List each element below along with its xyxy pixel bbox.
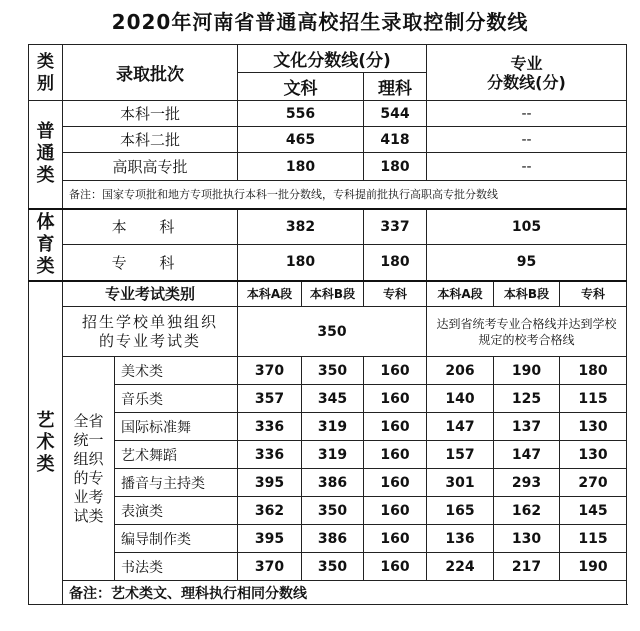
- art-row-7-v5: 130: [494, 525, 560, 553]
- art-row-8-v6: 190: [560, 553, 627, 581]
- art-col-3: 专科: [364, 281, 427, 307]
- regular-arts-3: 180: [238, 153, 364, 181]
- sports-major-2: 95: [427, 245, 627, 281]
- art-row-8-v4: 224: [427, 553, 494, 581]
- art-row-7-v1: 395: [238, 525, 302, 553]
- header-science: 理科: [364, 73, 427, 101]
- art-row-name-4: 艺术舞蹈: [115, 441, 238, 469]
- art-col-4: 本科A段: [427, 281, 494, 307]
- art-row-7-v4: 136: [427, 525, 494, 553]
- art-row-7-v3: 160: [364, 525, 427, 553]
- art-unified-label: 全省统一组织的专业考试类: [63, 357, 115, 581]
- sports-science-1: 337: [364, 209, 427, 245]
- regular-major-2: --: [427, 127, 627, 153]
- art-row-4-v2: 319: [302, 441, 364, 469]
- header-batch: 录取批次: [63, 45, 238, 101]
- regular-science-2: 418: [364, 127, 427, 153]
- art-row-2-v6: 115: [560, 385, 627, 413]
- art-row-6-v2: 350: [302, 497, 364, 525]
- art-row-6-v1: 362: [238, 497, 302, 525]
- art-row-1-v3: 160: [364, 357, 427, 385]
- art-row-7-v2: 386: [302, 525, 364, 553]
- art-row-5-v4: 301: [427, 469, 494, 497]
- regular-science-3: 180: [364, 153, 427, 181]
- regular-note: 备注：国家专项批和地方专项批执行本科一批分数线，专科提前批执行高职高专批分数线: [63, 181, 627, 209]
- regular-batch-1: 本科一批: [63, 101, 238, 127]
- art-row-3-v3: 160: [364, 413, 427, 441]
- art-row-3-v6: 130: [560, 413, 627, 441]
- header-major-label: 专业: [510, 53, 543, 73]
- art-row-name-6: 表演类: [115, 497, 238, 525]
- art-independent-score: 350: [238, 307, 427, 357]
- art-row-name-7: 编导制作类: [115, 525, 238, 553]
- header-major: [427, 45, 627, 101]
- art-row-5-v2: 386: [302, 469, 364, 497]
- art-row-1-v4: 206: [427, 357, 494, 385]
- art-row-1-v1: 370: [238, 357, 302, 385]
- page-title: 2020年河南省普通高校招生录取控制分数线: [111, 10, 529, 34]
- art-row-name-5: 播音与主持类: [115, 469, 238, 497]
- art-col-2: 本科B段: [302, 281, 364, 307]
- art-row-2-v2: 345: [302, 385, 364, 413]
- art-row-5-v5: 293: [494, 469, 560, 497]
- art-row-name-3: 国际标准舞: [115, 413, 238, 441]
- regular-arts-2: 465: [238, 127, 364, 153]
- regular-arts-1: 556: [238, 101, 364, 127]
- art-row-1-v5: 190: [494, 357, 560, 385]
- art-row-8-v5: 217: [494, 553, 560, 581]
- art-row-5-v6: 270: [560, 469, 627, 497]
- header-culture: 文化分数线(分): [238, 45, 427, 73]
- art-row-8-v1: 370: [238, 553, 302, 581]
- art-row-8-v3: 160: [364, 553, 427, 581]
- regular-major-3: --: [427, 153, 627, 181]
- art-row-3-v5: 137: [494, 413, 560, 441]
- sports-science-2: 180: [364, 245, 427, 281]
- footer-note: 备注：艺术类文、理科执行相同分数线: [63, 581, 627, 605]
- header-category: 类别: [29, 45, 63, 101]
- art-row-4-v4: 157: [427, 441, 494, 469]
- sports-arts-1: 382: [238, 209, 364, 245]
- art-row-6-v6: 145: [560, 497, 627, 525]
- art-row-2-v5: 125: [494, 385, 560, 413]
- art-exam-type: 专业考试类别: [63, 281, 238, 307]
- sports-category: 体育类: [29, 209, 63, 281]
- art-category: 艺术类: [29, 281, 63, 605]
- art-row-2-v3: 160: [364, 385, 427, 413]
- art-row-3-v1: 336: [238, 413, 302, 441]
- regular-batch-3: 高职高专批: [63, 153, 238, 181]
- art-row-2-v1: 357: [238, 385, 302, 413]
- regular-major-1: --: [427, 101, 627, 127]
- art-row-4-v1: 336: [238, 441, 302, 469]
- art-independent-requirement: 达到省统考专业合格线并达到学校规定的校考合格线: [427, 307, 627, 357]
- sports-batch-1: 本 科: [63, 209, 238, 245]
- art-col-6: 专科: [560, 281, 627, 307]
- sports-major-1: 105: [427, 209, 627, 245]
- sports-batch-2: 专 科: [63, 245, 238, 281]
- header-major-line: 分数线(分): [487, 72, 566, 92]
- art-row-1-v6: 180: [560, 357, 627, 385]
- art-row-name-2: 音乐类: [115, 385, 238, 413]
- art-row-name-1: 美术类: [115, 357, 238, 385]
- art-independent-label: 招生学校单独组织的专业考试类: [63, 307, 238, 357]
- art-col-1: 本科A段: [238, 281, 302, 307]
- art-row-2-v4: 140: [427, 385, 494, 413]
- art-row-6-v4: 165: [427, 497, 494, 525]
- art-row-3-v4: 147: [427, 413, 494, 441]
- art-row-4-v6: 130: [560, 441, 627, 469]
- art-row-8-v2: 350: [302, 553, 364, 581]
- art-row-3-v2: 319: [302, 413, 364, 441]
- art-row-7-v6: 115: [560, 525, 627, 553]
- art-row-4-v3: 160: [364, 441, 427, 469]
- art-col-5: 本科B段: [494, 281, 560, 307]
- art-row-1-v2: 350: [302, 357, 364, 385]
- regular-category: 普通类: [29, 101, 63, 209]
- art-row-6-v5: 162: [494, 497, 560, 525]
- art-row-name-8: 书法类: [115, 553, 238, 581]
- score-table: [28, 44, 627, 605]
- art-row-5-v3: 160: [364, 469, 427, 497]
- header-arts: 文科: [238, 73, 364, 101]
- sports-arts-2: 180: [238, 245, 364, 281]
- art-row-5-v1: 395: [238, 469, 302, 497]
- art-row-6-v3: 160: [364, 497, 427, 525]
- regular-science-1: 544: [364, 101, 427, 127]
- regular-batch-2: 本科二批: [63, 127, 238, 153]
- art-row-4-v5: 147: [494, 441, 560, 469]
